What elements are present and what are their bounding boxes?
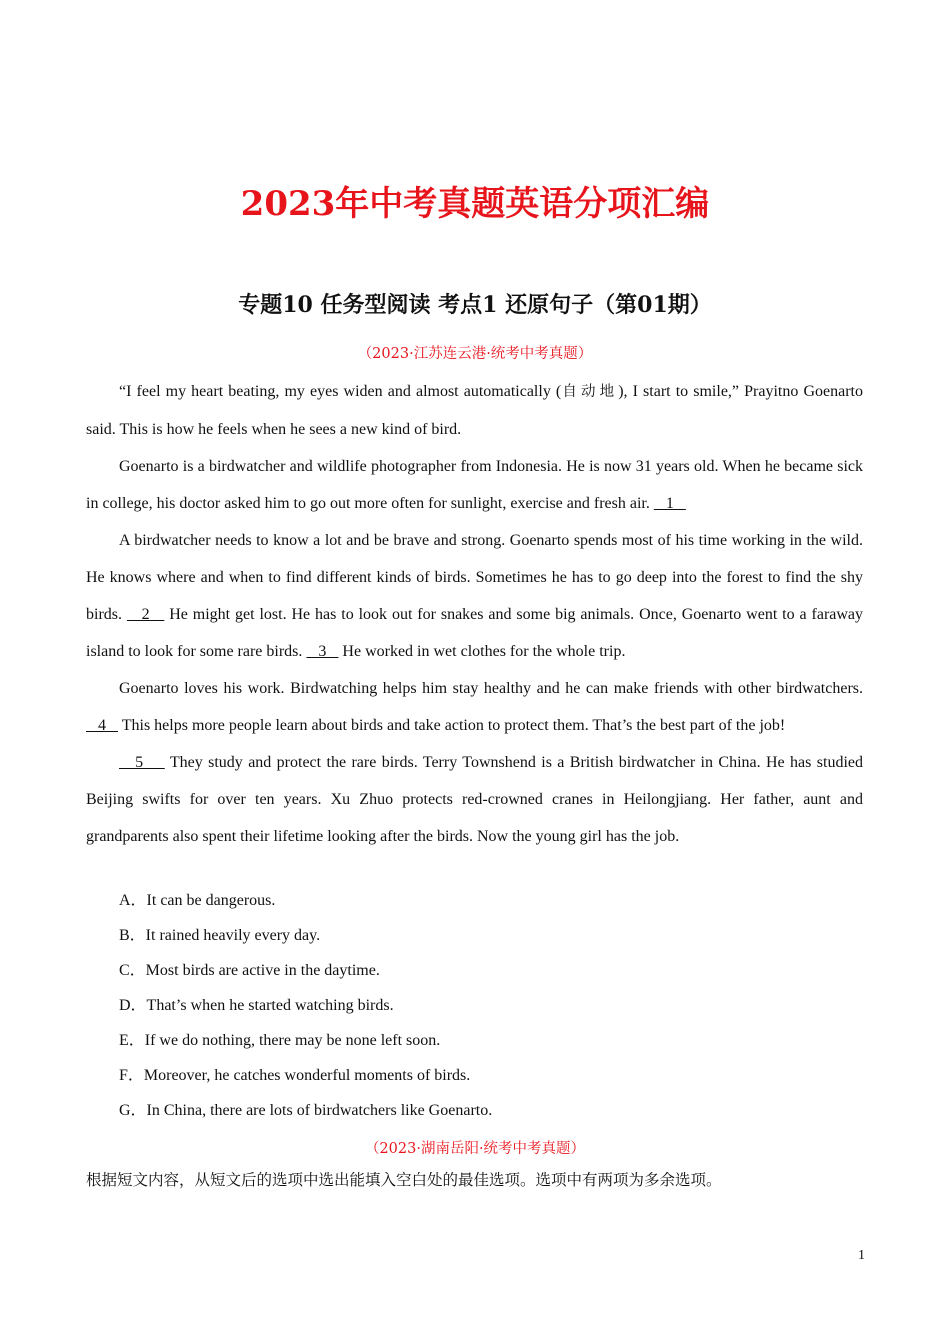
paragraph-2 (86, 448, 863, 522)
paragraph-3-text-a: A birdwatcher needs to know a lot and be brave and strong. Goenarto spends most of his time working in the wild. He knows where and when to find different kinds of birds. Sometimes he has to go deep into the forest to find the shy birds. (86, 532, 863, 623)
main-title: 2023年中考真题英语分项汇编 (240, 184, 710, 224)
instruction-text: 根据短文内容，从短文后的选项中选出能填入空白处的最佳选项。选项中有两项为多余选项。 (86, 1171, 722, 1189)
option-f: F．Moreover, he catches wonderful moments of birds. (119, 1067, 471, 1084)
paragraph-5 (86, 744, 863, 855)
blank-2: 2 (126, 606, 165, 623)
option-d: D．That’s when he started watching birds. (119, 997, 394, 1014)
paragraph-1-text-b: ), I start to smile,” Prayitno Goenarto said. This is how he feels when he sees a new kind of bird. (86, 383, 863, 438)
blank-3: 3 (306, 643, 339, 660)
option-e: E．If we do nothing, there may be none left soon. (119, 1032, 441, 1049)
paragraph-3-text-b: He might get lost. He has to look out for snakes and some big animals. Once, Goenarto went to a faraway island to look for some rare birds. (86, 606, 864, 660)
source-label-yueyang: （2023·湖南岳阳·统考中考真题） (364, 1141, 586, 1157)
paragraph-4 (86, 670, 863, 744)
paragraph-4-text-a: Goenarto loves his work. Birdwatching helps him stay healthy and he can make friends with other birdwatchers. (119, 680, 863, 697)
blank-1: 1 (653, 495, 686, 512)
source-label-lianyungang: （2023·江苏连云港·统考中考真题） (357, 346, 593, 362)
paragraph-3 (86, 522, 863, 670)
paragraph-4-text-b: This helps more people learn about birds and take action to protect them. That’s the best part of the job! (121, 717, 786, 734)
blank-4: 4 (86, 717, 118, 734)
paragraph-5-text: They study and protect the rare birds. Terry Townshend is a British birdwatcher in China. He has studied Beijing swifts for over ten years. Xu Zhuo protects red-crowned cranes in Heilongjiang. Her father, aunt and grandparents also spent their lifetime looking after the birds. Now the young girl has the job. (86, 754, 863, 845)
paragraph-1 (86, 373, 863, 448)
option-b: B．It rained heavily every day. (119, 927, 321, 944)
section-subtitle: 专题10 任务型阅读 考点1 还原句子（第01期） (238, 292, 712, 318)
paragraph-3-text-c: He worked in wet clothes for the whole trip. (342, 643, 626, 660)
paragraph-1-text-a: “I feel my heart beating, my eyes widen and almost automatically ( (119, 383, 562, 400)
option-g: G．In China, there are lots of birdwatchers like Goenarto. (119, 1102, 493, 1119)
option-c: C．Most birds are active in the daytime. (119, 962, 380, 979)
reading-passage (86, 373, 863, 855)
paragraph-2-text: Goenarto is a birdwatcher and wildlife photographer from Indonesia. He is now 31 years old. When he became sick in college, his doctor asked him to go out more often for sunlight, exercise and fresh air. (86, 458, 863, 512)
answer-options (119, 883, 863, 1128)
chinese-gloss: 自动地 (561, 384, 619, 400)
page-number: 1 (858, 1248, 865, 1263)
blank-5: 5 (119, 754, 165, 771)
option-a: A．It can be dangerous. (119, 892, 276, 909)
